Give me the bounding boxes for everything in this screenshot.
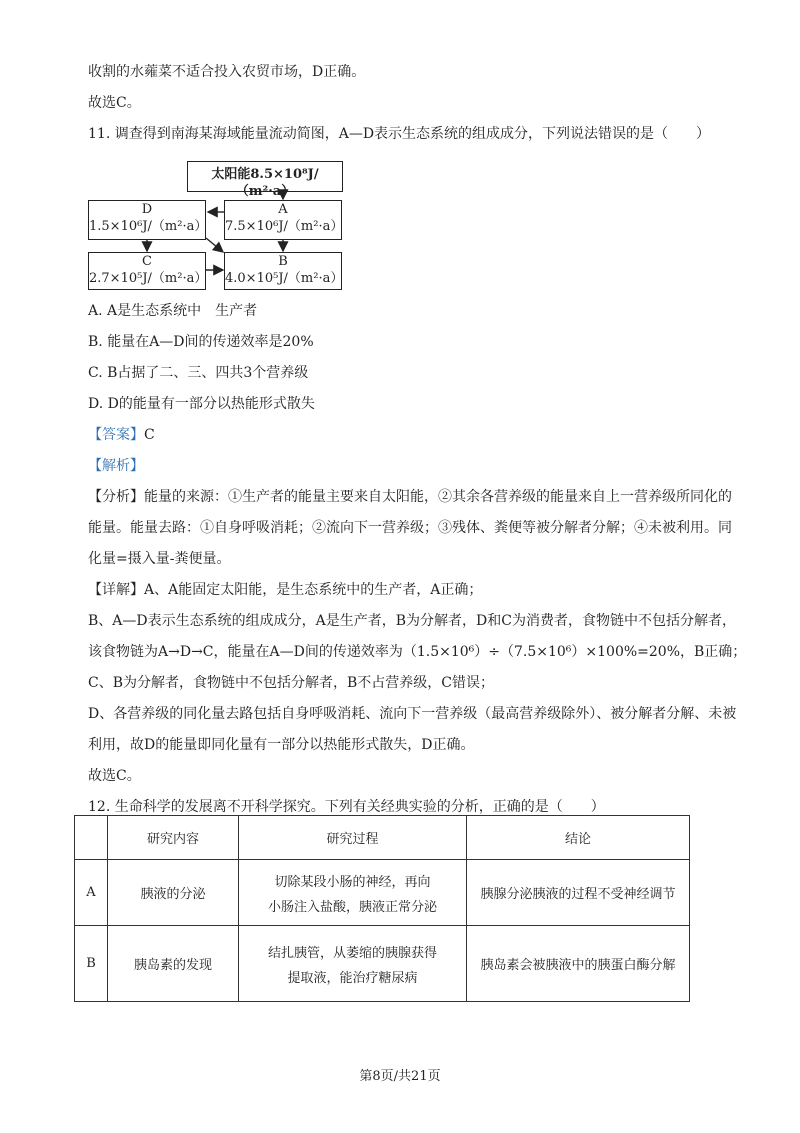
text-line-2: 故选C。 <box>88 95 141 111</box>
option-d: D. D的能量有一部分以热能形式散失 <box>88 396 315 412</box>
analysis-p1b: 能量。能量去路：①自身呼吸消耗；②流向下一营养级；③残体、粪便等被分解者分解；④未被利用。同 <box>88 520 732 536</box>
table-cell: 胰岛素的发现 <box>108 926 239 1002</box>
table-cell: 胰腺分泌胰液的过程不受神经调节 <box>467 860 690 926</box>
table-header-row <box>75 816 690 860</box>
sun-box: 太阳能8.5×10⁸J/（m²·a） <box>187 161 343 192</box>
choose-c: 故选C。 <box>88 768 141 784</box>
text-line-1: 收割的水蕹菜不适合投入农贸市场，D正确。 <box>88 64 366 80</box>
table-header <box>75 816 108 860</box>
process-line: 结扎胰管，从萎缩的胰腺获得 <box>267 945 437 961</box>
detail-p3b: 该食物链为A→D→C，能量在A—D间的传递效率为（1.5×10⁶）÷（7.5×10⁶）×100%=20%，B正确； <box>88 644 747 660</box>
page-footer: 第8页/共21页 <box>359 1069 441 1084</box>
answer-tag: 【答案】 <box>88 427 144 443</box>
table-cell: 胰岛素会被胰液中的胰蛋白酶分解 <box>467 926 690 1002</box>
node-D-label: D <box>141 202 153 217</box>
experiment-table <box>74 815 690 1002</box>
option-c: C. B占据了二、三、四共3个营养级 <box>88 365 309 381</box>
node-C-label: C <box>142 254 152 269</box>
process-line: 提取液，能治疗糖尿病 <box>287 970 418 986</box>
table-header: 结论 <box>467 816 690 860</box>
table-cell <box>239 926 467 1002</box>
node-C-value: 2.7×10⁵J/（m²·a） <box>89 271 208 286</box>
arrow-D-to-B <box>206 238 223 252</box>
answer-line <box>88 425 155 445</box>
answer-value: C <box>144 427 155 443</box>
node-A-label: A <box>278 202 288 217</box>
node-D-value: 1.5×10⁶J/（m²·a） <box>89 219 208 234</box>
analysis-p1c: 化量=摄入量-粪便量。 <box>88 551 231 567</box>
table-cell <box>239 860 467 926</box>
question-12: 12. 生命科学的发展离不开科学探究。下列有关经典实验的分析，正确的是（ ） <box>88 799 605 815</box>
analysis-tag: 【解析】 <box>88 458 144 474</box>
detail-p5a: D、各营养级的同化量去路包括自身呼吸消耗、流向下一营养级（最高营养级除外）、被分解者分解、未被 <box>88 706 737 722</box>
table-header: 研究过程 <box>239 816 467 860</box>
detail-p2: 【详解】A、A能固定太阳能，是生态系统中的生产者，A正确； <box>88 582 483 598</box>
node-A-value: 7.5×10⁶J/（m²·a） <box>225 219 344 234</box>
table-row <box>75 860 690 926</box>
detail-p3a: B、A—D表示生态系统的组成成分，A是生产者，B为分解者，D和C为消费者，食物链中不包括分解者， <box>88 613 736 629</box>
node-B-label: B <box>278 254 288 269</box>
table-cell: A <box>75 860 108 926</box>
analysis-p1a: 【分析】能量的来源：①生产者的能量主要来自太阳能，②其余各营养级的能量来自上一营养级所同化的 <box>88 489 732 505</box>
option-b: B. 能量在A—D间的传递效率是20% <box>88 334 314 350</box>
process-line: 切除某段小肠的神经，再向 <box>274 874 431 890</box>
table-cell: B <box>75 926 108 1002</box>
question-11: 11. 调查得到南海某海域能量流动简图，A—D表示生态系统的组成成分，下列说法错误的是（ ） <box>88 126 711 142</box>
detail-p4: C、B为分解者，食物链中不包括分解者，B不占营养级，C错误； <box>88 675 494 691</box>
node-B-value: 4.0×10⁵J/（m²·a） <box>225 271 344 286</box>
table-cell: 胰液的分泌 <box>108 860 239 926</box>
option-a: A. A是生态系统中 生产者 <box>88 303 258 319</box>
table-row <box>75 926 690 1002</box>
table-header: 研究内容 <box>108 816 239 860</box>
process-line: 小肠注入盐酸，胰液正常分泌 <box>267 899 437 915</box>
diagram-arrows <box>0 0 800 320</box>
detail-p5b: 利用，故D的能量即同化量有一部分以热能形式散失，D正确。 <box>88 737 475 753</box>
